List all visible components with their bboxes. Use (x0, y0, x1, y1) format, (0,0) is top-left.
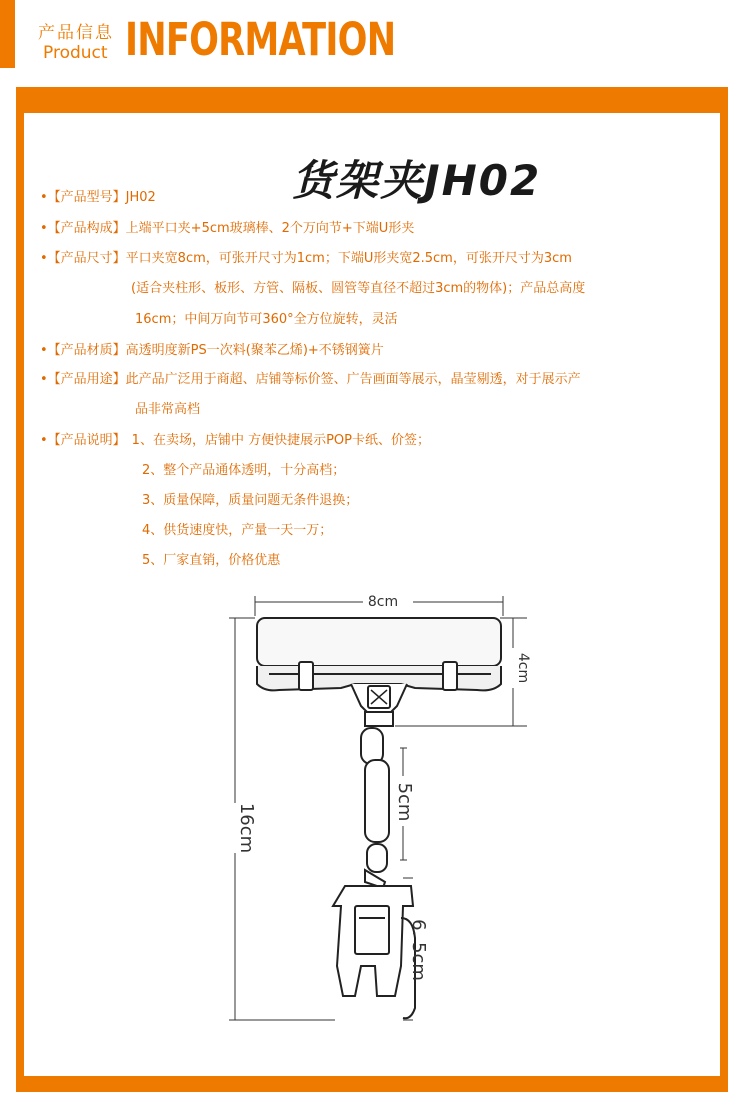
spec-label: •【产品型号】 (40, 190, 126, 205)
header-title-cn: 产品信息 (38, 23, 114, 43)
spec-label: •【产品尺寸】 (40, 251, 126, 266)
spec-label: •【产品材质】 (40, 343, 126, 358)
spec-text: 16cm；中间万向节可360°全方位旋转，灵活 (135, 312, 398, 327)
dim-u-clip-label: 6. 5cm (408, 919, 429, 981)
spec-text: 3、质量保障，质量问题无条件退换； (142, 493, 359, 508)
spec-line-usage (40, 373, 581, 386)
spec-text: 4、供货速度快，产量一天一万； (142, 523, 333, 538)
spec-line-description-3 (142, 494, 358, 507)
spec-text: 2、整个产品通体透明，十分高档； (142, 463, 346, 478)
spec-line-size-3 (135, 313, 398, 326)
header-title-en: Product (43, 43, 108, 63)
spec-line-description (40, 434, 430, 447)
u-clip (333, 886, 415, 1018)
dim-rod-label: 5cm (394, 782, 415, 822)
product-title: 货架夹JH02 (292, 156, 542, 205)
top-clip (257, 618, 501, 712)
spec-label: •【产品用途】 (40, 372, 126, 387)
spec-line-size-2 (131, 282, 585, 295)
glass-rod (365, 760, 389, 842)
product-dimension-diagram (215, 588, 535, 1028)
swivel-joint-upper (361, 712, 393, 764)
spec-text: JH02 (125, 190, 156, 205)
spec-line-description-5 (142, 554, 280, 567)
spec-line-description-2 (142, 464, 345, 477)
header-title-big: INFORMATION (125, 13, 396, 66)
spec-text: 平口夹宽8cm，可张开尺寸为1cm；下端U形夹宽2.5cm，可张开尺寸为3cm (125, 251, 572, 266)
spec-text: 1、在卖场，店铺中 方便快捷展示POP卡纸、价签； (131, 433, 430, 448)
spec-text: 上端平口夹+5cm玻璃棒、2个万向节+下端U形夹 (125, 221, 415, 236)
spec-text: 高透明度新PS一次料(聚苯乙烯)+不锈钢簧片 (125, 343, 384, 358)
spec-text: 5、厂家直销，价格优惠 (142, 553, 281, 568)
spec-line-material (40, 344, 384, 357)
spec-text: 此产品广泛用于商超、店铺等标价签、广告画面等展示，晶莹剔透，对于展示产 (125, 372, 581, 387)
spec-label: •【产品说明】 (40, 433, 126, 448)
dim-width-label: 8cm (367, 594, 399, 610)
spec-line-description-4 (142, 524, 332, 537)
spec-text: (适合夹柱形、板形、方管、隔板、圆管等直径不超过3cm的物体)；产品总高度 (131, 281, 586, 296)
header-accent-bar (0, 0, 15, 68)
dim-clip-height-label: 4cm (515, 652, 531, 684)
spec-line-size (40, 252, 572, 265)
spec-text: 品非常高档 (135, 402, 201, 417)
spec-line-model (40, 191, 156, 204)
spec-line-composition (40, 222, 414, 235)
swivel-joint-lower (365, 844, 387, 888)
dim-total-label: 16cm (236, 802, 257, 854)
spec-label: •【产品构成】 (40, 221, 126, 236)
spec-line-usage-2 (135, 403, 200, 416)
